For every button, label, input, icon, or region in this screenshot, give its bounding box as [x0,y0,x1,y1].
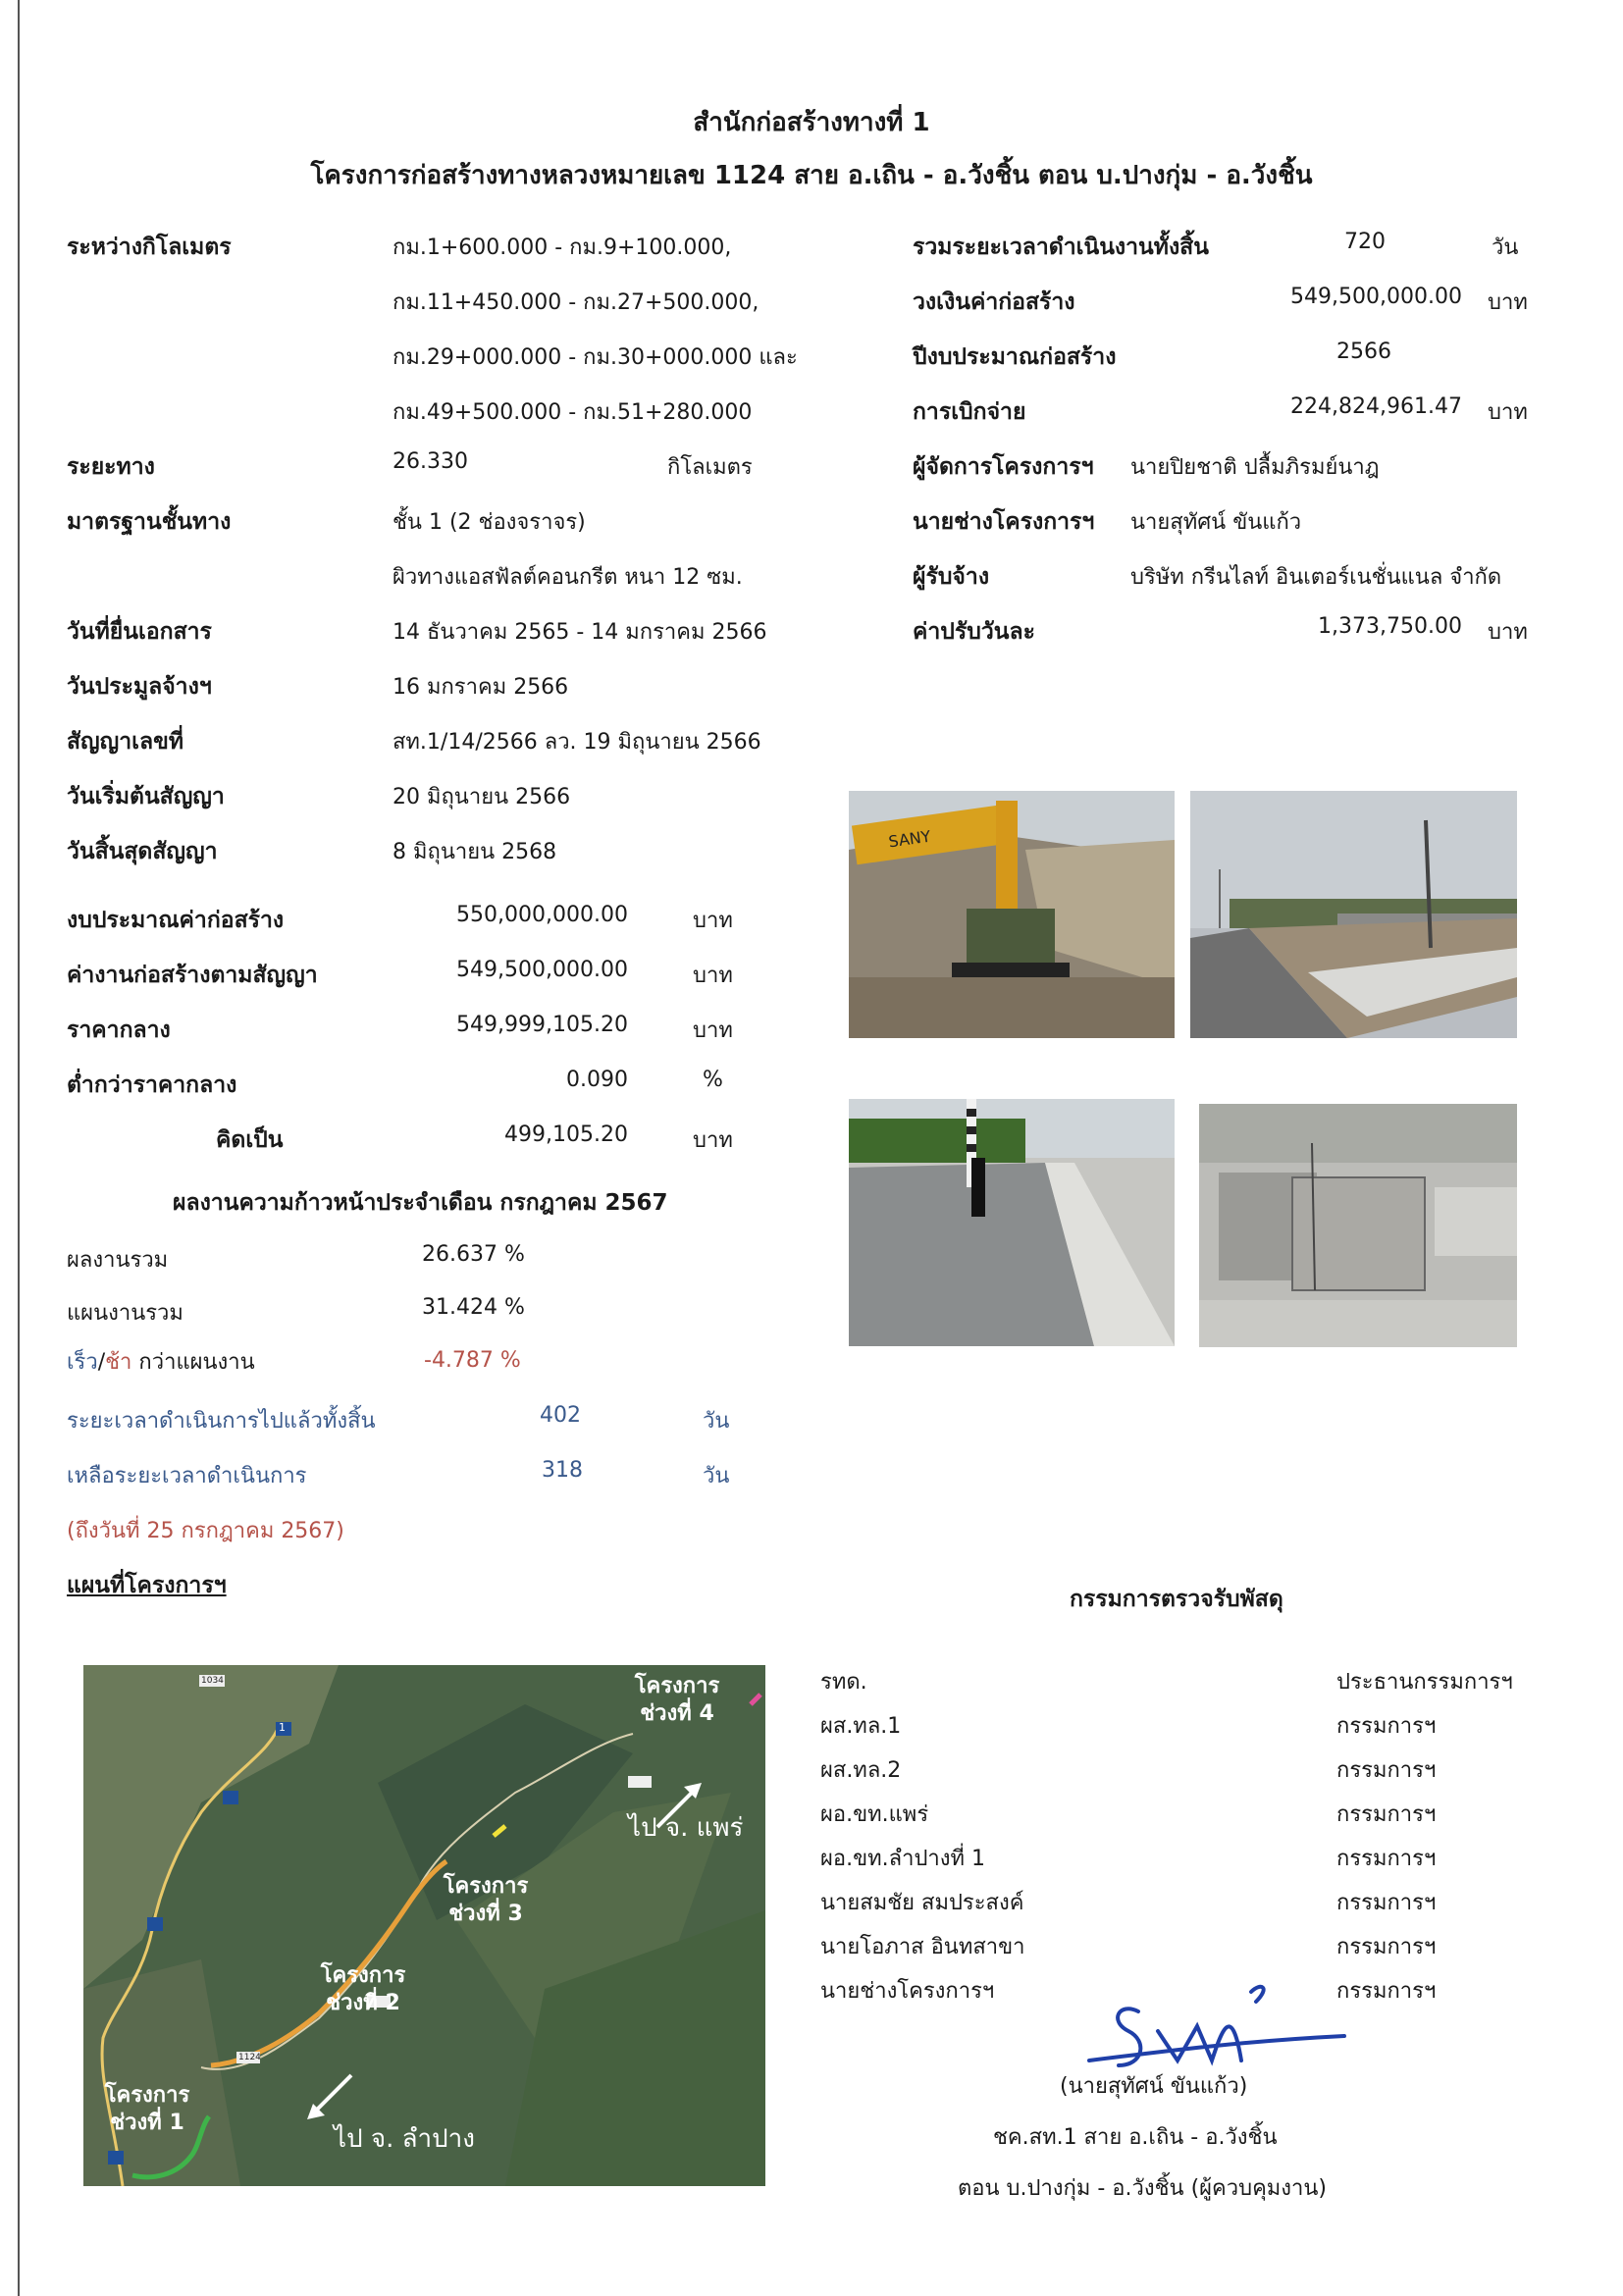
committee-role-4: กรรมการฯ [1336,1802,1437,1827]
vs-plan-text: กว่าแผนงาน [131,1350,255,1375]
route-marker-1: 1 [279,1721,286,1734]
manager-value: นายปิยชาติ ปลื้มภิรมย์นาฎ [1130,455,1380,480]
committee-name-8: นายช่างโครงการฯ [820,1979,995,2004]
fast-word: เร็ว [67,1350,98,1375]
remain-value: 318 [542,1458,583,1483]
route-marker-1034: 1034 [201,1676,224,1686]
submit-value: 14 ธันวาคม 2565 - 14 มกราคม 2566 [393,620,767,645]
disburse-unit: บาท [1488,400,1528,425]
distance-value: 26.330 [393,449,468,474]
project-title: โครงการก่อสร้างทางหลวงหมายเลข 1124 สาย อ.เถิน - อ.วังชิ้น ตอน บ.ปางกุ่ม - อ.วังชิ้น [310,161,1313,190]
disburse-value: 224,824,961.47 [1290,394,1462,419]
committee-role-2: กรรมการฯ [1336,1714,1437,1739]
committee-name-6: นายสมชัย สมประสงค์ [820,1891,1024,1915]
manager-label: ผู้จัดการโครงการฯ [913,454,1094,480]
committee-role-1: ประธานกรรมการฯ [1336,1670,1513,1695]
committee-role-3: กรรมการฯ [1336,1758,1437,1783]
budget-unit: บาท [1488,290,1528,315]
signer-position-1: ชค.สท.1 สาย อ.เถิน - อ.วังชิ้น [993,2125,1278,2150]
finance-unit-equiv: บาท [693,1128,733,1153]
standard-value: ชั้น 1 (2 ช่องจราจร) [393,510,586,535]
committee-name-5: ผอ.ขท.ลำปางที่ 1 [820,1847,986,1871]
map-seg-3: โครงการ ช่วงที่ 3 [443,1874,529,1926]
committee-name-2: ผส.ทล.1 [820,1714,902,1739]
duration-value: 720 [1344,230,1386,254]
finance-value-below: 0.090 [566,1068,628,1092]
progress-total-value: 26.637 % [422,1242,525,1267]
route-marker-1124: 1124 [238,2053,261,2062]
finance-value-median: 549,999,105.20 [456,1013,628,1037]
finance-unit-below: % [703,1068,723,1092]
committee-name-3: ผส.ทล.2 [820,1758,902,1783]
finance-unit-budget: บาท [693,909,733,933]
surface-value: ผิวทางแอสฟัลต์คอนกรีต หนา 12 ซม. [393,565,743,590]
signer-position-2: ตอน บ.ปางกุ่ม - อ.วังชิ้น (ผู้ควบคุมงาน) [958,2176,1328,2201]
penalty-label: ค่าปรับวันละ [913,619,1035,645]
photo-road-curb [1190,791,1517,1038]
map-seg-4: โครงการ ช่วงที่ 4 [634,1674,720,1726]
end-label: วันสิ้นสุดสัญญา [67,839,218,864]
auction-label: วันประมูลจ้างฯ [67,674,212,700]
contract-no-value: สท.1/14/2566 ลว. 19 มิถุนายน 2566 [393,730,761,755]
budget-label: วงเงินค่าก่อสร้าง [913,289,1075,315]
elapsed-label: ระยะเวลาดำเนินการไปแล้วทั้งสิ้น [67,1409,376,1434]
remain-unit: วัน [703,1464,730,1488]
elapsed-unit: วัน [703,1409,730,1434]
disburse-label: การเบิกจ่าย [913,399,1026,425]
committee-name-1: รทด. [820,1670,867,1695]
finance-label-budget: งบประมาณค่าก่อสร้าง [67,908,285,933]
remain-label: เหลือระยะเวลาดำเนินการ [67,1464,307,1488]
start-label: วันเริ่มต้นสัญญา [67,784,225,809]
end-value: 8 มิถุนายน 2568 [393,840,557,864]
contractor-value: บริษัท กรีนไลท์ อินเตอร์เนชั่นแนล จำกัด [1130,565,1502,590]
page-left-border [18,0,20,2296]
progress-plan-value: 31.424 % [422,1295,525,1320]
progress-total-label: ผลงานรวม [67,1248,169,1273]
signer-name: (นายสุทัศน์ ขันแก้ว) [1060,2074,1248,2099]
budget-value: 549,500,000.00 [1290,285,1462,309]
finance-unit-contract: บาท [693,964,733,988]
distance-unit: กิโลเมตร [667,455,753,480]
finance-value-contract: 549,500,000.00 [456,958,628,982]
finance-label-contract: ค่างานก่อสร้างตามสัญญา [67,963,318,988]
office-title: สำนักก่อสร้างทางที่ 1 [693,108,930,137]
duration-unit: วัน [1492,235,1519,260]
km-label: ระหว่างกิโลเมตร [67,235,232,260]
progress-plan-label: แผนงานรวม [67,1301,183,1326]
submit-label: วันที่ยื่นเอกสาร [67,619,212,645]
committee-role-6: กรรมการฯ [1336,1891,1437,1915]
photo-excavator [849,791,1175,1038]
asof-date: (ถึงวันที่ 25 กรกฎาคม 2567) [67,1519,344,1543]
project-map [83,1665,765,2186]
committee-name-7: นายโอภาส อินทสาขา [820,1935,1025,1959]
photo-paved-road [849,1099,1175,1346]
km-line-4: กม.49+500.000 - กม.51+280.000 [393,400,753,425]
finance-value-budget: 550,000,000.00 [456,903,628,927]
map-to-lampang: ไป จ. ลำปาง [334,2124,475,2154]
finance-value-equiv: 499,105.20 [504,1122,628,1147]
finance-unit-median: บาท [693,1018,733,1043]
engineer-label: นายช่างโครงการฯ [913,509,1095,535]
distance-label: ระยะทาง [67,454,155,480]
progress-title: ผลงานความก้าวหน้าประจำเดือน กรกฎาคม 2567 [173,1190,668,1216]
start-value: 20 มิถุนายน 2566 [393,785,571,809]
finance-label-equiv: คิดเป็น [216,1127,284,1153]
map-to-phrae: ไป จ. แพร่ [628,1813,744,1843]
km-line-2: กม.11+450.000 - กม.27+500.000, [393,290,759,315]
engineer-value: นายสุทัศน์ ขันแก้ว [1130,510,1302,535]
auction-value: 16 มกราคม 2566 [393,675,569,700]
map-heading: แผนที่โครงการฯ [67,1573,227,1598]
committee-role-7: กรรมการฯ [1336,1935,1437,1959]
fiscal-label: ปีงบประมาณก่อสร้าง [913,344,1117,370]
committee-role-5: กรรมการฯ [1336,1847,1437,1871]
photo-drain-cover [1199,1104,1517,1347]
finance-label-median: ราคากลาง [67,1018,171,1043]
elapsed-value: 402 [540,1403,581,1428]
standard-label: มาตรฐานชั้นทาง [67,509,232,535]
progress-diff-label: เร็ว/ช้า กว่าแผนงาน [67,1350,255,1375]
committee-title: กรรมการตรวจรับพัสดุ [1070,1587,1283,1612]
map-seg-2: โครงการ ช่วงที่ 2 [320,1963,406,2015]
contract-no-label: สัญญาเลขที่ [67,729,183,755]
km-line-1: กม.1+600.000 - กม.9+100.000, [393,235,732,260]
progress-diff-value: -4.787 % [424,1348,521,1373]
committee-role-8: กรรมการฯ [1336,1979,1437,2004]
committee-name-4: ผอ.ขท.แพร่ [820,1802,929,1827]
finance-label-below: ต่ำกว่าราคากลาง [67,1072,237,1098]
km-line-3: กม.29+000.000 - กม.30+000.000 และ [393,345,798,370]
svg-text:SANY: SANY [887,826,932,852]
map-seg-1: โครงการ ช่วงที่ 1 [104,2083,190,2135]
fiscal-value: 2566 [1336,339,1391,364]
slow-word: ช้า [105,1350,132,1375]
penalty-unit: บาท [1488,620,1528,645]
contractor-label: ผู้รับจ้าง [913,564,990,590]
penalty-value: 1,373,750.00 [1318,614,1462,639]
duration-label: รวมระยะเวลาดำเนินงานทั้งสิ้น [913,235,1209,260]
